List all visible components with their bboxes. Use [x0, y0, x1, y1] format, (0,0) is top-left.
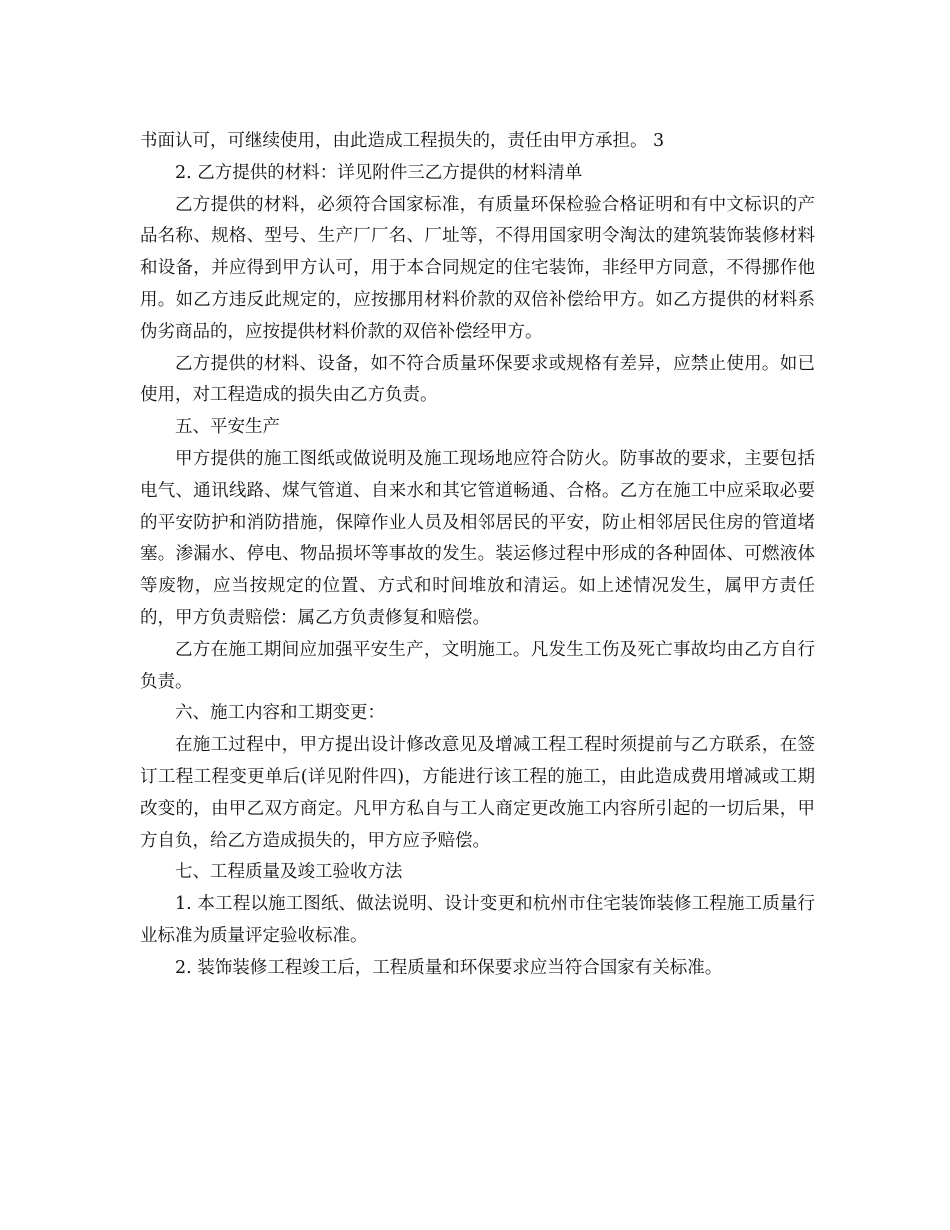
section-heading-changes: 六、施工内容和工期变更： — [175, 703, 385, 724]
paragraph-completion-requirements: 2. 装饰装修工程竣工后，工程质量和环保要求应当符合国家有关标准。 — [175, 957, 723, 978]
paragraph-material-standards: 乙方提供的材料，必须符合国家标准，有质量环保检验合格证明和有中文标识的产品名称、规格、型号、生产厂厂名、厂址等，不得用国家明令淘汰的建筑装饰装修材料和设备，并应得到甲方认可，用于本合同规定的住宅装饰，非经甲方同意，不得挪作他用。如乙方违反此规定的，应按挪用材料价款的双倍补偿给甲方。如乙方提供的材料系伪劣商品的，应按提供材料价款的双倍补偿经甲方。 — [140, 194, 815, 342]
document-body — [140, 126, 815, 985]
section-heading-quality: 七、工程质量及竣工验收方法 — [175, 862, 403, 883]
paragraph-quality-standard: 1. 本工程以施工图纸、做法说明、设计变更和杭州市住宅装饰装修工程施工质量行业标准为质量评定验收标准。 — [140, 894, 815, 946]
paragraph-safety-responsibility: 乙方在施工期间应加强平安生产，文明施工。凡发生工伤及死亡事故均由乙方自行负责。 — [140, 639, 815, 692]
paragraph-safety-requirements: 甲方提供的施工图纸或做说明及施工现场地应符合防火。防事故的要求，主要包括电气、通讯线路、煤气管道、自来水和其它管道畅通、合格。乙方在施工中应采取必要的平安防护和消防措施，保障作业人员及相邻居民的平安，防止相邻居民住房的管道堵塞。渗漏水、停电、物品损坏等事故的发生。装运修过程中形成的各种固体、可燃液体等废物，应当按规定的位置、方式和时间堆放和清运。如上述情况发生，属甲方责任的，甲方负责赔偿：属乙方负责修复和赔偿。 — [140, 448, 815, 628]
paragraph-continuation: 书面认可，可继续使用，由此造成工程损失的，责任由甲方承担。 3 — [140, 131, 665, 151]
paragraph-item-2-materials: 2. 乙方提供的材料：详见附件三乙方提供的材料清单 — [175, 162, 583, 183]
section-heading-safety: 五、平安生产 — [175, 417, 280, 438]
paragraph-material-nonconformity: 乙方提供的材料、设备，如不符合质量环保要求或规格有差异，应禁止使用。如已使用，对工程造成的损失由乙方负责。 — [140, 353, 815, 406]
paragraph-change-procedure: 在施工过程中，甲方提出设计修改意见及增减工程工程时须提前与乙方联系，在签订工程工程变更单后(详见附件四)，方能进行该工程的施工，由此造成费用增减或工期改变的，由甲乙双方商定。凡甲方私自与工人商定更改施工内容所引起的一切后果，甲方自负，给乙方造成损失的，甲方应予赔偿。 — [140, 735, 815, 851]
